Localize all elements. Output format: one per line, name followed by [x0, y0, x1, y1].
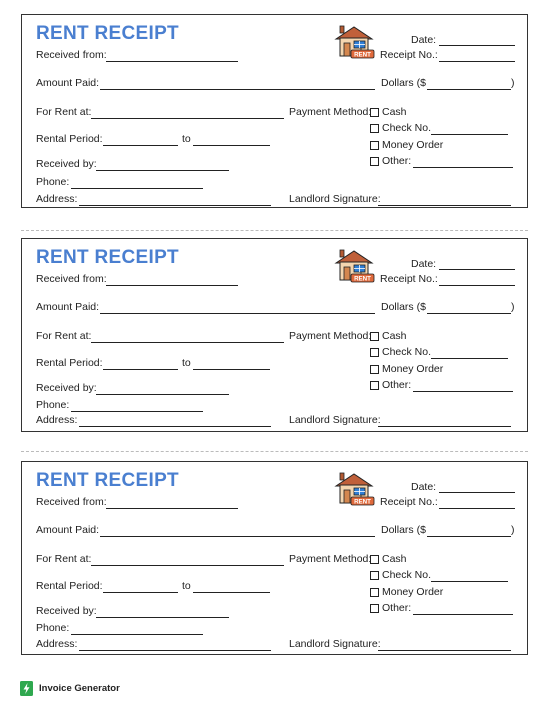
date-label: Date: — [411, 258, 437, 270]
received-by-label: Received by: — [36, 158, 97, 170]
cash-checkbox[interactable] — [370, 108, 379, 117]
money-order-label: Money Order — [382, 139, 444, 151]
money-order-checkbox[interactable] — [370, 141, 379, 150]
other-checkbox[interactable] — [370, 381, 379, 390]
rental-period-start-field[interactable] — [103, 145, 178, 146]
invoice-generator-logo-icon — [20, 681, 33, 696]
house-rent-sign-icon — [333, 23, 375, 59]
for-rent-at-field[interactable] — [91, 565, 284, 566]
received-from-label: Received from: — [36, 496, 107, 508]
cash-label: Cash — [382, 330, 407, 342]
for-rent-at-label: For Rent at: — [36, 106, 92, 118]
dollars-label: Dollars ($ — [381, 77, 426, 89]
received-by-field[interactable] — [96, 170, 229, 171]
dollars-field[interactable] — [427, 536, 511, 537]
rental-period-end-field[interactable] — [193, 369, 270, 370]
phone-field[interactable] — [71, 411, 203, 412]
rental-period-start-field[interactable] — [103, 592, 178, 593]
amount-paid-label: Amount Paid: — [36, 301, 100, 313]
for-rent-at-label: For Rent at: — [36, 330, 92, 342]
check-no-field[interactable] — [431, 134, 508, 135]
rental-period-start-field[interactable] — [103, 369, 178, 370]
landlord-signature-label: Landlord Signature: — [289, 638, 381, 650]
received-by-label: Received by: — [36, 605, 97, 617]
brand-name: Invoice Generator — [39, 683, 120, 694]
rent-sign-text: RENT — [354, 498, 371, 506]
for-rent-at-label: For Rent at: — [36, 553, 92, 565]
address-field[interactable] — [79, 205, 271, 206]
for-rent-at-field[interactable] — [91, 342, 284, 343]
address-label: Address: — [36, 638, 78, 650]
phone-label: Phone: — [36, 399, 70, 411]
received-by-field[interactable] — [96, 394, 229, 395]
payment-method-label: Payment Method: — [289, 106, 372, 118]
address-field[interactable] — [79, 426, 271, 427]
dollars-label: Dollars ($ — [381, 524, 426, 536]
date-field[interactable] — [439, 492, 515, 493]
amount-paid-label: Amount Paid: — [36, 524, 100, 536]
cut-line — [21, 451, 528, 452]
other-label: Other: — [382, 379, 412, 391]
rent-sign-text: RENT — [354, 51, 371, 59]
receipt-no-label: Receipt No.: — [380, 273, 438, 285]
rent-receipt-3 — [21, 461, 528, 655]
address-label: Address: — [36, 193, 78, 205]
received-from-field[interactable] — [106, 61, 238, 62]
receipt-no-label: Receipt No.: — [380, 49, 438, 61]
received-by-label: Received by: — [36, 382, 97, 394]
cash-label: Cash — [382, 553, 407, 565]
amount-paid-field[interactable] — [100, 313, 375, 314]
dollars-close-paren: ) — [511, 77, 515, 89]
money-order-label: Money Order — [382, 363, 444, 375]
other-checkbox[interactable] — [370, 604, 379, 613]
check-no-checkbox[interactable] — [370, 571, 379, 580]
received-from-label: Received from: — [36, 49, 107, 61]
check-no-field[interactable] — [431, 358, 508, 359]
other-checkbox[interactable] — [370, 157, 379, 166]
date-label: Date: — [411, 481, 437, 493]
cut-line — [21, 230, 528, 231]
money-order-checkbox[interactable] — [370, 588, 379, 597]
landlord-signature-label: Landlord Signature: — [289, 414, 381, 426]
receipt-title: RENT RECEIPT — [36, 23, 179, 44]
rental-period-to-label: to — [182, 580, 191, 592]
address-field[interactable] — [79, 650, 271, 651]
check-no-checkbox[interactable] — [370, 348, 379, 357]
rent-sign-text: RENT — [354, 275, 371, 283]
check-no-label: Check No. — [382, 122, 432, 134]
date-field[interactable] — [439, 45, 515, 46]
other-field[interactable] — [413, 391, 513, 392]
phone-field[interactable] — [71, 634, 203, 635]
rental-period-to-label: to — [182, 357, 191, 369]
check-no-checkbox[interactable] — [370, 124, 379, 133]
other-label: Other: — [382, 602, 412, 614]
phone-field[interactable] — [71, 188, 203, 189]
house-rent-sign-icon — [333, 247, 375, 283]
check-no-field[interactable] — [431, 581, 508, 582]
money-order-checkbox[interactable] — [370, 365, 379, 374]
receipt-no-field[interactable] — [439, 61, 515, 62]
phone-label: Phone: — [36, 176, 70, 188]
money-order-label: Money Order — [382, 586, 444, 598]
dollars-field[interactable] — [427, 313, 511, 314]
rental-period-to-label: to — [182, 133, 191, 145]
receipt-no-field[interactable] — [439, 285, 515, 286]
address-label: Address: — [36, 414, 78, 426]
payment-method-label: Payment Method: — [289, 553, 372, 565]
other-field[interactable] — [413, 167, 513, 168]
landlord-signature-field[interactable] — [378, 426, 511, 427]
amount-paid-field[interactable] — [100, 536, 375, 537]
received-from-field[interactable] — [106, 285, 238, 286]
landlord-signature-field[interactable] — [378, 205, 511, 206]
amount-paid-field[interactable] — [100, 89, 375, 90]
other-label: Other: — [382, 155, 412, 167]
cash-checkbox[interactable] — [370, 332, 379, 341]
rental-period-label: Rental Period: — [36, 580, 103, 592]
rental-period-label: Rental Period: — [36, 133, 103, 145]
cash-checkbox[interactable] — [370, 555, 379, 564]
rent-receipt-2 — [21, 238, 528, 432]
landlord-signature-label: Landlord Signature: — [289, 193, 381, 205]
phone-label: Phone: — [36, 622, 70, 634]
cash-label: Cash — [382, 106, 407, 118]
received-from-field[interactable] — [106, 508, 238, 509]
rental-period-end-field[interactable] — [193, 145, 270, 146]
dollars-label: Dollars ($ — [381, 301, 426, 313]
receipt-title: RENT RECEIPT — [36, 247, 179, 268]
receipt-no-label: Receipt No.: — [380, 496, 438, 508]
dollars-field[interactable] — [427, 89, 511, 90]
receipt-no-field[interactable] — [439, 508, 515, 509]
check-no-label: Check No. — [382, 569, 432, 581]
house-rent-sign-icon — [333, 470, 375, 506]
landlord-signature-field[interactable] — [378, 650, 511, 651]
received-by-field[interactable] — [96, 617, 229, 618]
dollars-close-paren: ) — [511, 301, 515, 313]
date-field[interactable] — [439, 269, 515, 270]
date-label: Date: — [411, 34, 437, 46]
rental-period-end-field[interactable] — [193, 592, 270, 593]
for-rent-at-field[interactable] — [91, 118, 284, 119]
rent-receipt-1 — [21, 14, 528, 208]
other-field[interactable] — [413, 614, 513, 615]
amount-paid-label: Amount Paid: — [36, 77, 100, 89]
payment-method-label: Payment Method: — [289, 330, 372, 342]
check-no-label: Check No. — [382, 346, 432, 358]
receipt-title: RENT RECEIPT — [36, 470, 179, 491]
rental-period-label: Rental Period: — [36, 357, 103, 369]
received-from-label: Received from: — [36, 273, 107, 285]
dollars-close-paren: ) — [511, 524, 515, 536]
